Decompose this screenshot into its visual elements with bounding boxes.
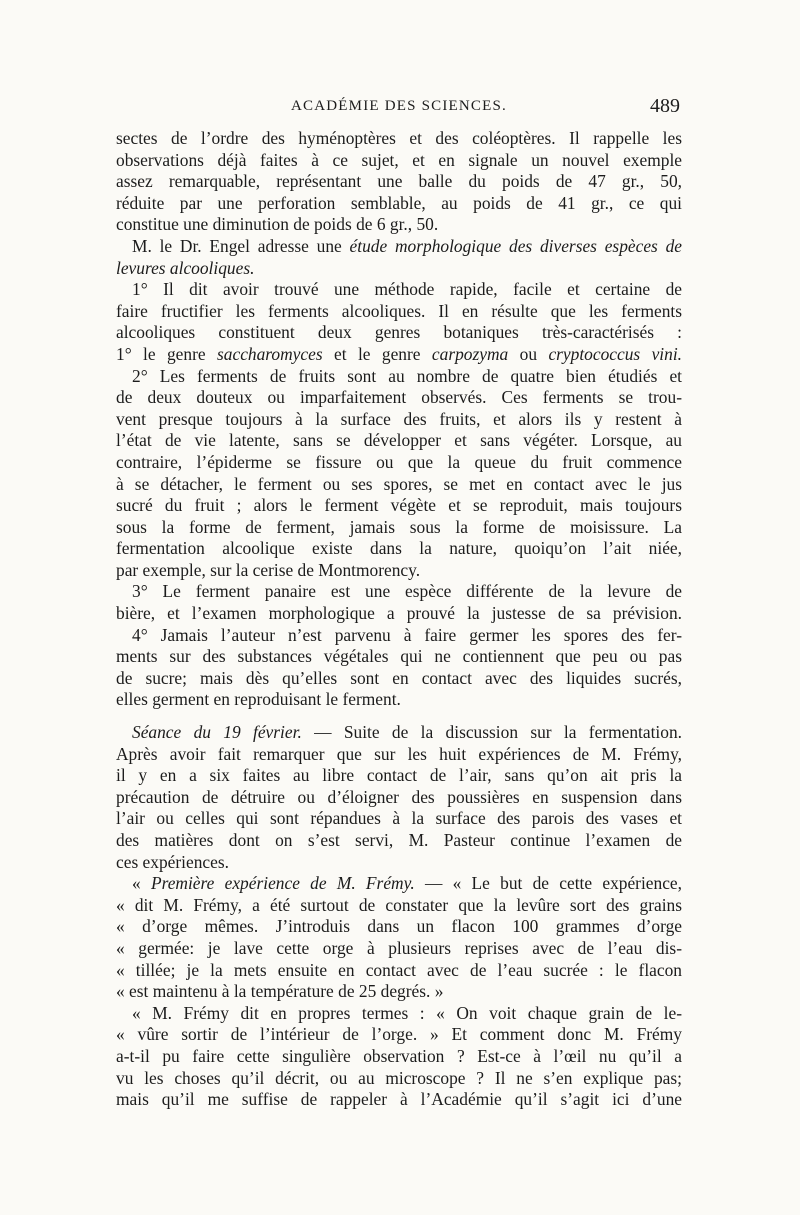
text-line: sectes de l’ordre des hyménoptères et des coléoptères. Il rappelle les	[116, 128, 682, 148]
body-text	[116, 128, 682, 1111]
text-run: — Suite de la discussion sur la fermentation.	[301, 722, 683, 743]
text-line: bière, et l’examen morphologique a prouvé la justesse de sa prévision.	[116, 603, 682, 624]
italic-run: étude morphologique des diverses espèces de	[349, 235, 682, 256]
text-line: vu les choses qu’il décrit, ou au microscope ? Il ne s’en explique pas;	[116, 1067, 682, 1088]
text-line: « est maintenu à la température de 25 degrés. »	[116, 981, 444, 1002]
text-line: l’état de vie latente, sans se développer et sans végéter. Lorsque, au	[116, 430, 682, 451]
text-line: faire fructifier les ferments alcooliques. Il en résulte que les ferments	[116, 300, 682, 321]
text-line: précaution de détruire ou d’éloigner des poussières en suspension dans	[116, 786, 682, 807]
text-line	[116, 722, 682, 744]
text-line: des matières dont on s’est servi, M. Pasteur continue l’examen de	[116, 830, 682, 850]
italic-run: cryptococcus vini.	[548, 343, 682, 364]
text-line: observations déjà faites à ce sujet, et en signale un nouvel exemple	[116, 149, 682, 170]
text-line	[116, 258, 682, 280]
text-run: M. le Dr. Engel adresse une	[132, 235, 350, 256]
text-line: par exemple, sur la cerise de Montmorency.	[116, 559, 421, 580]
text-line: « tillée; je la mets ensuite en contact avec de l’eau sucrée : le flacon	[116, 959, 682, 980]
text-line: « M. Frémy dit en propres termes : « On voit chaque grain de le-	[132, 1002, 682, 1023]
italic-run: Première expérience de M. Frémy.	[150, 873, 415, 894]
italic-run: carpozyma	[431, 343, 509, 364]
text-line: alcooliques constituent deux genres botaniques très-caractérisés :	[116, 322, 682, 343]
italic-run: Séance du 19 février.	[132, 722, 302, 743]
text-line: à se détacher, le ferment ou ses spores, se met en contact avec le jus	[116, 473, 682, 494]
text-line: de sucre; mais dès qu’elles sont en contact avec des liquides sucrés,	[116, 667, 682, 688]
section-gap	[116, 711, 682, 722]
text-line: vent presque toujours à la surface des fruits, et alors ils y restent à	[116, 408, 682, 429]
text-run: — « Le but de cette expérience,	[414, 873, 682, 894]
text-line	[116, 344, 682, 366]
text-line: a-t-il pu faire cette singulière observation ? Est-ce à l’œil nu qu’il a	[116, 1045, 682, 1066]
italic-run: levures alcooliques.	[116, 257, 255, 278]
text-line: « germée: je lave cette orge à plusieurs reprises avec de l’eau dis-	[116, 937, 682, 958]
text-line: 1° Il dit avoir trouvé une méthode rapide, facile et certaine de	[132, 279, 682, 300]
text-line: 4° Jamais l’auteur n’est parvenu à faire germer les spores des fer-	[132, 624, 682, 645]
text-line: contraire, l’épiderme se fissure ou que la queue du fruit commence	[116, 451, 682, 472]
text-line: « dit M. Frémy, a été surtout de constater que la levûre sort des grains	[116, 894, 682, 915]
text-line: ments sur des substances végétales qui ne contiennent que peu ou pas	[116, 646, 682, 667]
running-header	[116, 95, 682, 124]
text-run: et le genre	[322, 343, 432, 364]
text-line: sous la forme de ferment, jamais sous la forme de moisissure. La	[116, 516, 682, 537]
text-line: mais qu’il me suffise de rappeler à l’Académie qu’il s’agit ici d’une	[116, 1089, 682, 1110]
text-line	[116, 236, 682, 258]
text-line: sucré du fruit ; alors le ferment végète et se reproduit, mais toujours	[116, 495, 682, 516]
text-line: 3° Le ferment panaire est une espèce différente de la levure de	[132, 581, 682, 602]
text-run: ou	[508, 343, 549, 364]
text-line: 2° Les ferments de fruits sont au nombre de quatre bien étudiés et	[132, 365, 682, 386]
text-run: 1° le genre	[116, 343, 218, 364]
text-line: « vûre sortir de l’intérieur de l’orge. » Et comment donc M. Frémy	[116, 1024, 682, 1045]
text-line: ces expériences.	[116, 851, 229, 872]
text-line: réduite par une perforation semblable, au poids de 41 gr., ce qui	[116, 192, 682, 213]
text-line: assez remarquable, représentant une balle du poids de 47 gr., 50,	[116, 171, 682, 192]
text-line: constitue une diminution de poids de 6 gr., 50.	[116, 214, 439, 235]
text-line: elles germent en reproduisant le ferment.	[116, 689, 401, 710]
text-line: fermentation alcoolique existe dans la nature, quoiqu’on l’ait niée,	[116, 538, 682, 559]
text-line: de deux douteux ou imparfaitement observés. Ces ferments se trou-	[116, 387, 682, 408]
italic-run: saccharomyces	[217, 343, 323, 364]
text-line: Après avoir fait remarquer que sur les huit expériences de M. Frémy,	[116, 743, 682, 764]
page-number: 489	[650, 95, 680, 117]
text-line: il y en a six faites au libre contact de l’air, sans qu’on ait pris la	[116, 765, 682, 786]
header-title: ACADÉMIE DES SCIENCES.	[291, 98, 507, 114]
text-line: « d’orge mêmes. J’introduis dans un flacon 100 grammes d’orge	[116, 916, 682, 937]
text-line	[116, 873, 682, 895]
text-run: «	[132, 873, 151, 894]
text-line: l’air ou celles qui sont répandues à la surface des parois des vases et	[116, 808, 682, 829]
